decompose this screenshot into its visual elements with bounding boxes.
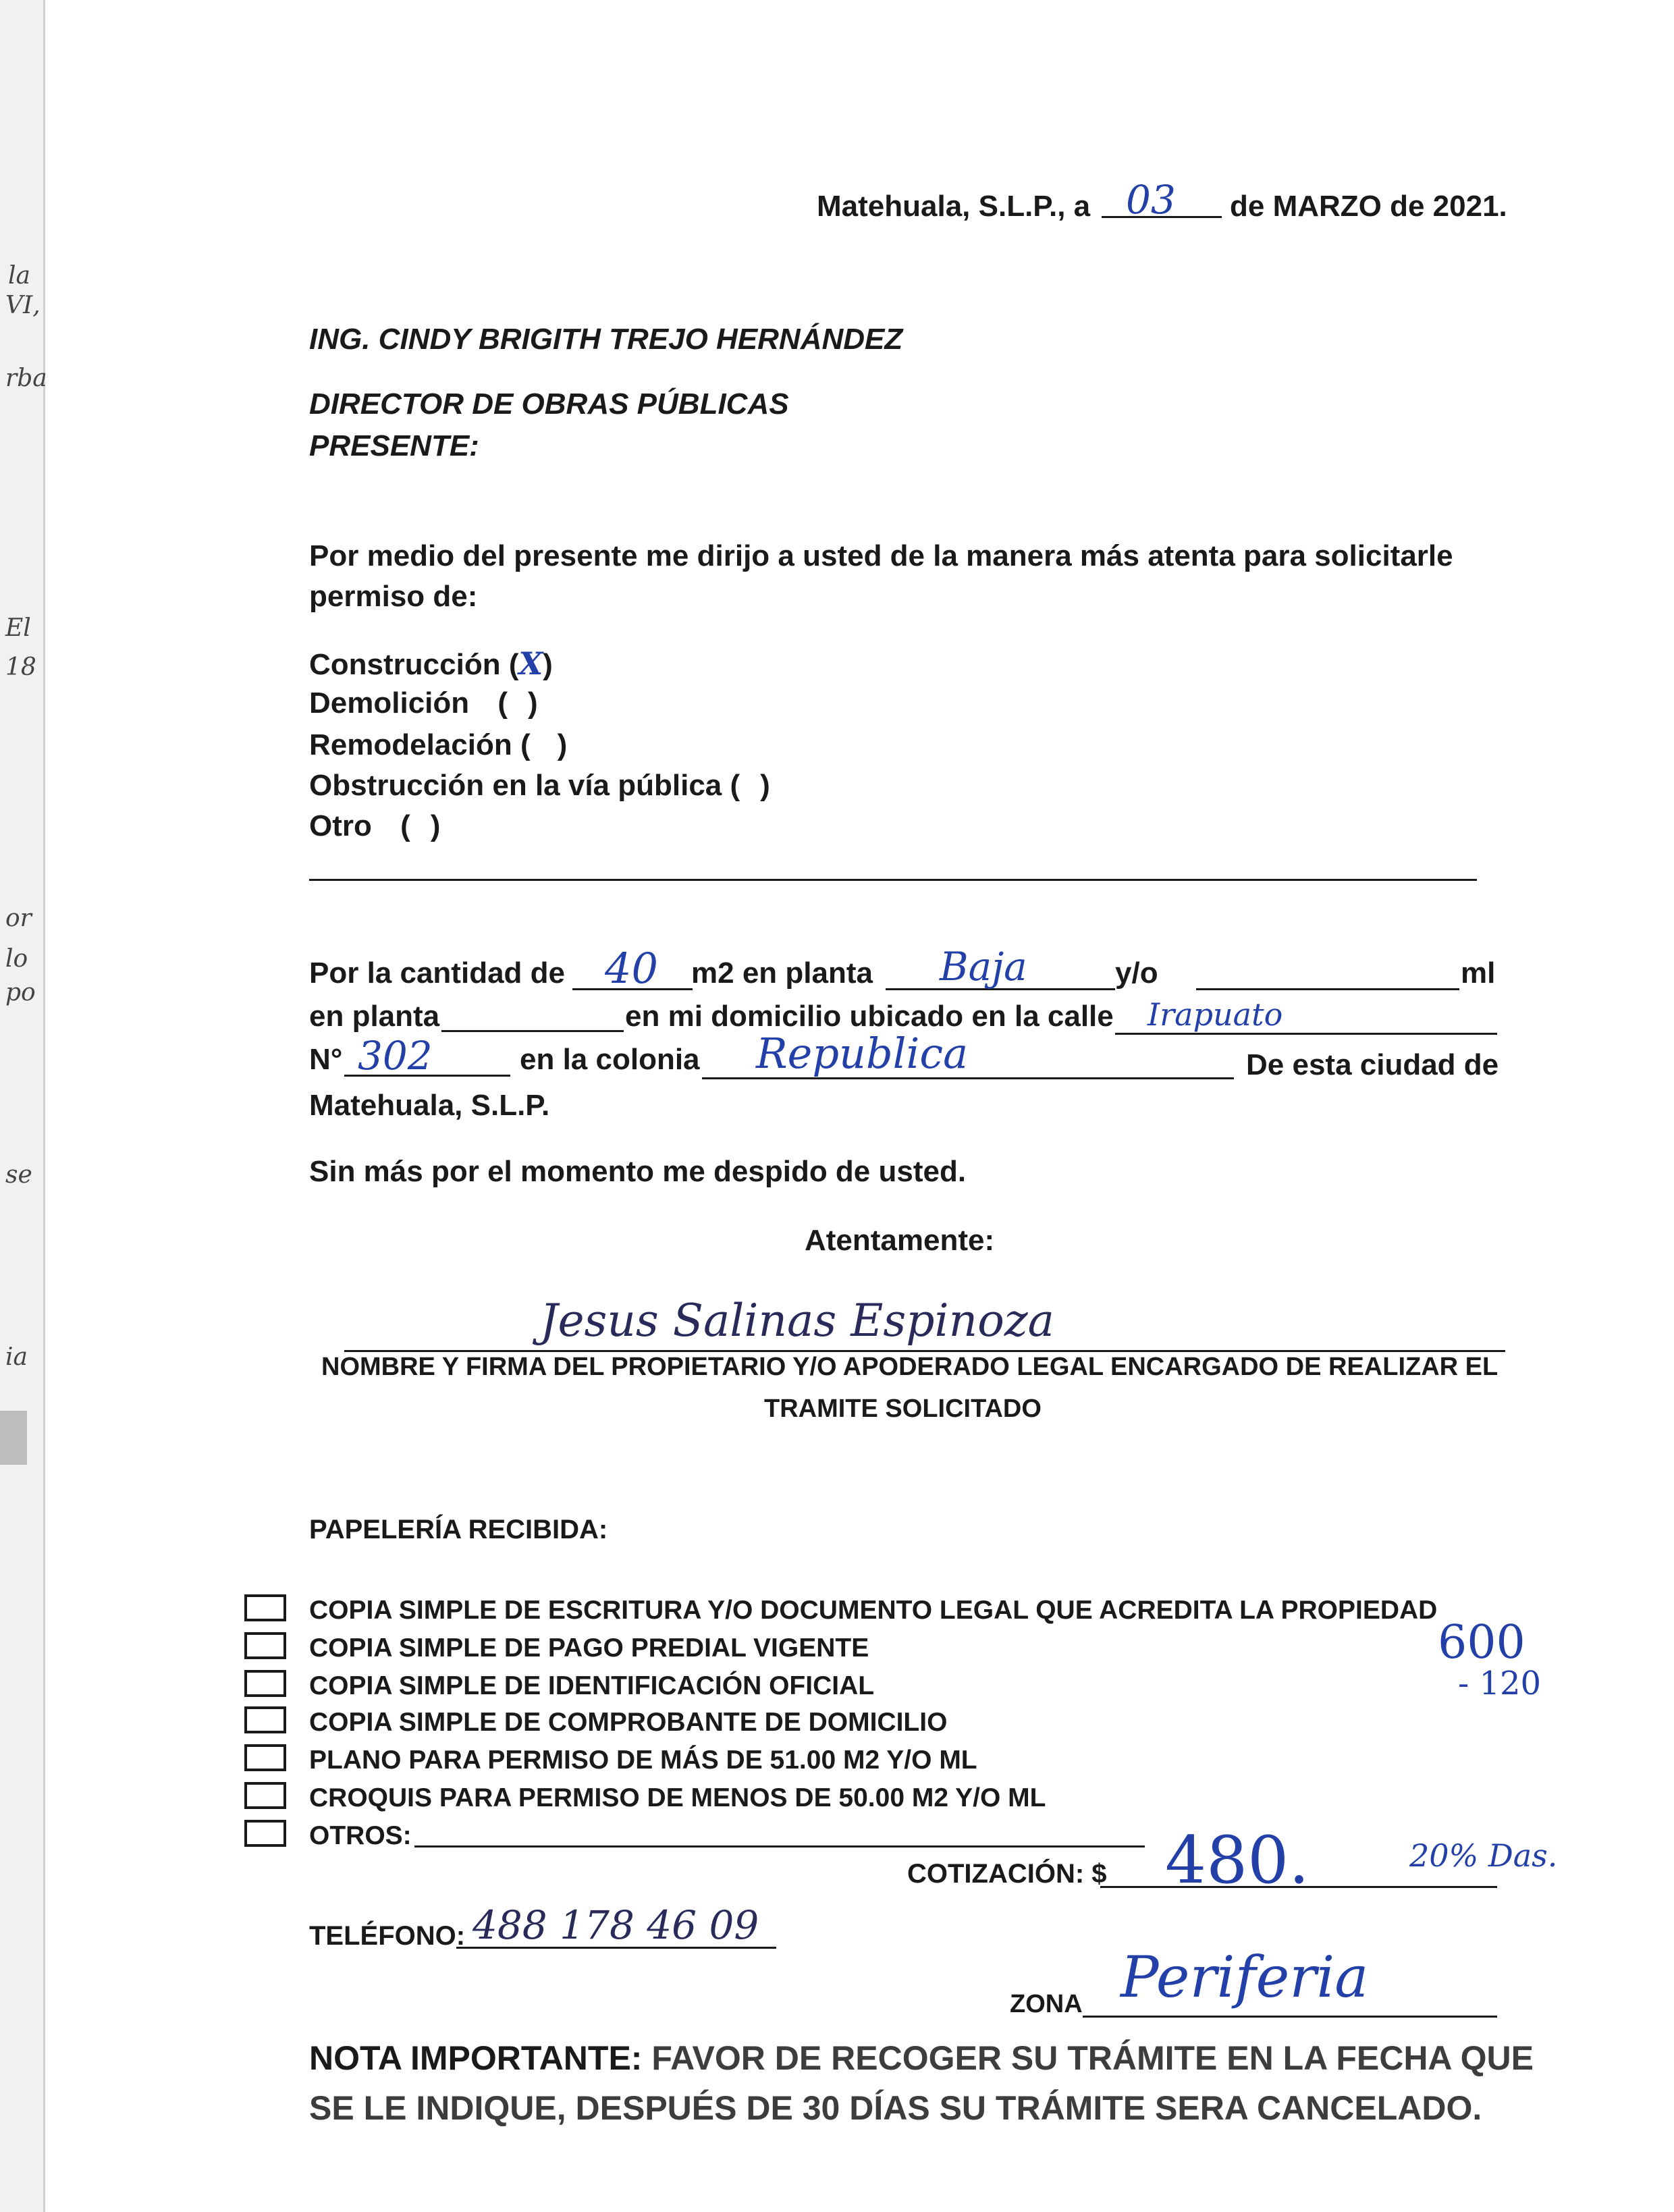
checkbox-predial[interactable]	[244, 1632, 286, 1659]
cotizacion-value[interactable]: 480.	[1165, 1823, 1310, 1898]
ciudad-value: Matehuala, S.L.P.	[309, 1089, 550, 1122]
permit-mark: X	[518, 645, 543, 682]
addressee-greeting: PRESENTE:	[309, 429, 479, 462]
sign-caption-line1: NOMBRE Y FIRMA DEL PROPIETARIO Y/O APODERADO LEGAL ENCARGADO DE REALIZAR EL	[321, 1353, 1498, 1381]
colonia-label: en la colonia	[520, 1043, 700, 1076]
edge-fragment: or	[5, 905, 32, 932]
telefono-label: TELÉFONO:	[309, 1921, 466, 1951]
zona-label: ZONA	[1010, 1990, 1083, 2018]
edge-fragment: 18	[5, 653, 36, 681]
num-label: N°	[309, 1043, 343, 1076]
papeleria-item: COPIA SIMPLE DE PAGO PREDIAL VIGENTE	[309, 1634, 869, 1663]
ml-underline	[1196, 988, 1459, 990]
m2-label: m2 en planta	[691, 956, 873, 990]
telefono-value[interactable]: 488 178 46 09	[473, 1902, 759, 1948]
en-planta-label: en planta	[309, 1000, 440, 1033]
cotizacion-label: COTIZACIÓN: $	[907, 1859, 1107, 1889]
cotizacion-note: 20% Das.	[1409, 1837, 1558, 1874]
edge-fragment: lo	[5, 945, 28, 973]
otros-underline	[414, 1845, 1145, 1847]
permit-type-demolicion[interactable]: Demolición ( )	[309, 686, 538, 720]
zona-underline	[1083, 2016, 1497, 2018]
num-value[interactable]: 302	[358, 1033, 433, 1079]
checkbox-escritura[interactable]	[244, 1594, 286, 1621]
calle-value[interactable]: Irapuato	[1148, 996, 1283, 1033]
checkbox-croquis[interactable]	[244, 1782, 286, 1809]
intro-line2: permiso de:	[309, 580, 478, 613]
yo-label: y/o	[1115, 956, 1158, 990]
checkbox-plano[interactable]	[244, 1744, 286, 1771]
permit-type-label: Remodelación	[309, 728, 512, 761]
nota-line1: NOTA IMPORTANTE: FAVOR DE RECOGER SU TRÁMITE EN LA FECHA QUE	[309, 2039, 1534, 2077]
checkbox-identificacion[interactable]	[244, 1670, 286, 1697]
permit-type-otro[interactable]: Otro ( )	[309, 809, 441, 842]
day-value: 03	[1126, 177, 1176, 223]
papeleria-item: COPIA SIMPLE DE IDENTIFICACIÓN OFICIAL	[309, 1671, 875, 1700]
otro-underline	[309, 879, 1477, 881]
colonia-value[interactable]: Republica	[756, 1029, 969, 1078]
date-prefix: Matehuala, S.L.P., a	[817, 190, 1091, 223]
addressee-position: DIRECTOR DE OBRAS PÚBLICAS	[309, 387, 789, 421]
nota-line2: SE LE INDIQUE, DESPUÉS DE 30 DÍAS SU TRÁMITE SERA CANCELADO.	[309, 2089, 1482, 2127]
permit-type-label: Demolición	[309, 686, 470, 720]
permit-type-remodelacion[interactable]: Remodelación ( )	[309, 728, 568, 761]
edge-fragment: la	[8, 262, 30, 290]
qty-value[interactable]: 40	[605, 944, 658, 993]
edge-fragment: se	[5, 1161, 32, 1189]
signature: Jesus Salinas Espinoza	[540, 1295, 1054, 1347]
nota-label: NOTA IMPORTANTE:	[309, 2039, 643, 2077]
papeleria-item: CROQUIS PARA PERMISO DE MENOS DE 50.00 M2 Y/O ML	[309, 1783, 1046, 1812]
ciudad-label: De esta ciudad de	[1246, 1048, 1499, 1081]
qty-label: Por la cantidad de	[309, 956, 565, 990]
edge-fragment: VI,	[5, 292, 40, 319]
calle-underline	[1115, 1033, 1497, 1035]
edge-fragment: po	[5, 979, 36, 1006]
margin-note-minus: - 120	[1458, 1665, 1542, 1702]
edge-fragment: rba	[5, 365, 47, 392]
permit-type-label: Obstrucción en la vía pública	[309, 769, 722, 802]
left-page-edge	[0, 0, 45, 2212]
permit-type-label: Otro	[309, 809, 372, 842]
permit-type-construccion[interactable]: Construcción (X)	[309, 645, 553, 682]
domicilio-label: en mi domicilio ubicado en la calle	[625, 1000, 1114, 1033]
farewell-text: Sin más por el momento me despido de usted.	[309, 1155, 967, 1188]
papeleria-title: PAPELERÍA RECIBIDA:	[309, 1515, 608, 1544]
papeleria-item: OTROS:	[309, 1821, 412, 1850]
papeleria-item: PLANO PARA PERMISO DE MÁS DE 51.00 M2 Y/O ML	[309, 1746, 977, 1775]
permit-type-obstruccion[interactable]: Obstrucción en la vía pública ( )	[309, 769, 770, 802]
en-planta-underline	[441, 1030, 624, 1032]
permit-type-label: Construcción	[309, 648, 501, 681]
addressee-name: ING. CINDY BRIGITH TREJO HERNÁNDEZ	[309, 323, 903, 356]
checkbox-otros[interactable]	[244, 1820, 286, 1847]
left-page-edge-shade	[0, 1411, 27, 1465]
planta-value[interactable]: Baja	[940, 944, 1027, 990]
ml-label: ml	[1461, 956, 1496, 990]
signature-line	[344, 1350, 1505, 1352]
sign-caption-line2: TRAMITE SOLICITADO	[764, 1395, 1042, 1423]
checkbox-domicilio[interactable]	[244, 1706, 286, 1733]
zona-value[interactable]: Periferia	[1120, 1944, 1369, 2010]
date-suffix: de MARZO de 2021.	[1230, 190, 1507, 223]
papeleria-item: COPIA SIMPLE DE ESCRITURA Y/O DOCUMENTO LEGAL QUE ACREDITA LA PROPIEDAD	[309, 1596, 1438, 1625]
intro-line1: Por medio del presente me dirijo a usted de la manera más atenta para solicitarle	[309, 539, 1453, 572]
edge-fragment: El	[5, 614, 31, 642]
edge-fragment: ia	[5, 1343, 28, 1371]
atentamente-text: Atentamente:	[805, 1224, 995, 1257]
margin-note-600: 600	[1438, 1616, 1526, 1669]
papeleria-item: COPIA SIMPLE DE COMPROBANTE DE DOMICILIO	[309, 1708, 948, 1737]
